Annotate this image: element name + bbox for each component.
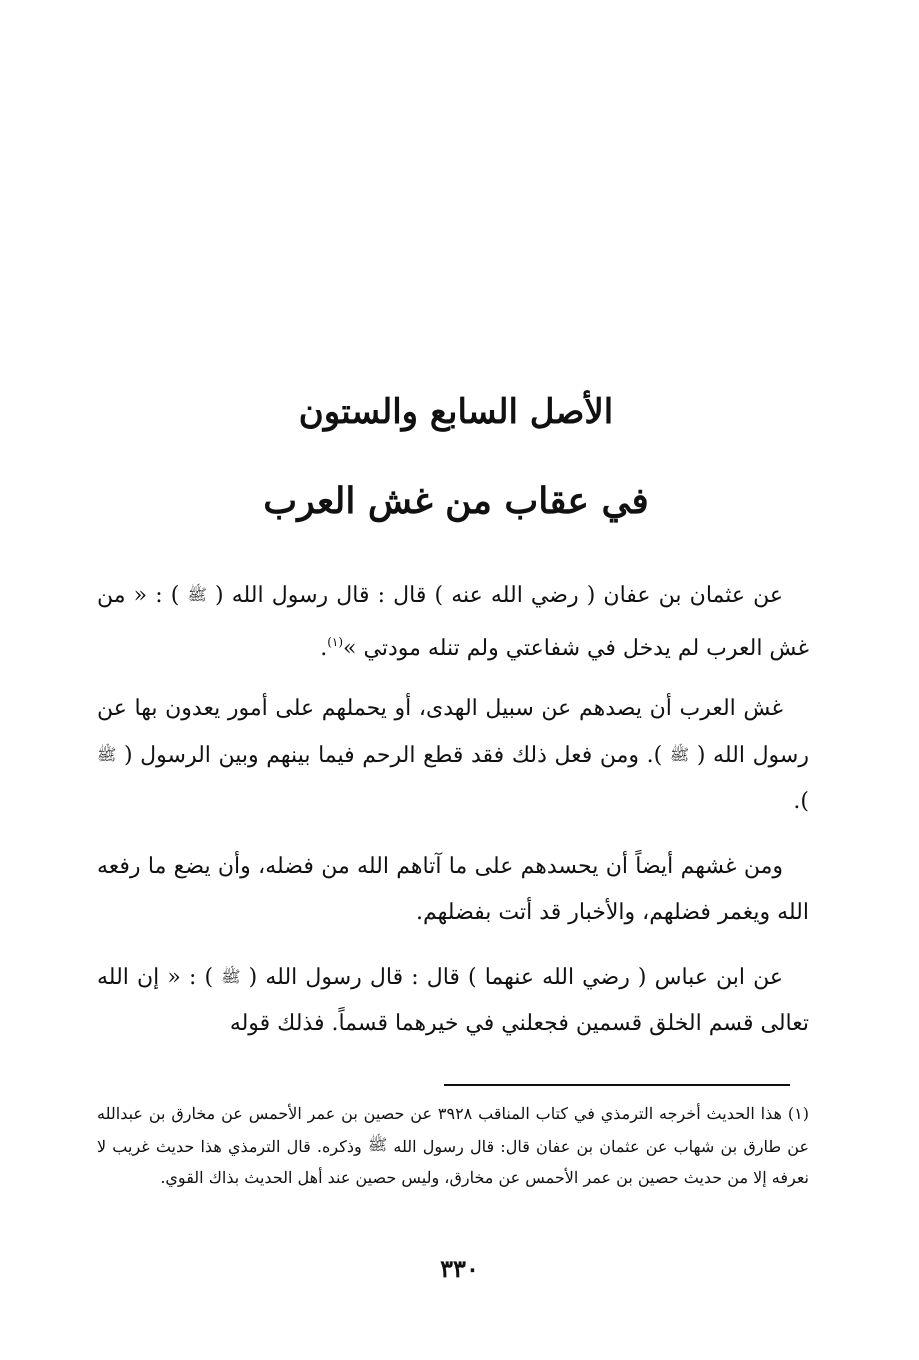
paragraph-1-end: . <box>320 636 328 661</box>
salutation-symbol: ﷺ <box>97 745 117 764</box>
salutation-symbol: ﷺ <box>187 585 207 604</box>
paragraph-2-part-b: ). ومن فعل ذلك فقد قطع الرحم فيما بينهم وبين الرسول ( <box>123 743 663 768</box>
paragraph-4 <box>97 954 809 1047</box>
salutation-symbol: ﷺ <box>367 1135 388 1154</box>
footnote-text-part-a: هذا الحديث أخرجه الترمذي في كتاب المناقب ٣٩٢٨ عن حصين بن عمر الأحمس عن مخارق بن عبدالله عن طارق بن شهاب عن عثمان بن عفان قال: قال رسول الله <box>97 1104 809 1156</box>
paragraph-1-intro: عن عثمان بن عفان ( رضي الله عنه ) قال : قال رسول الله ( <box>215 583 784 608</box>
footnote-text-part-b: وذكره. قال الترمذي هذا حديث غريب لا نعرفه إلا من حديث حصين بن عمر الأحمس عن مخارق، وليس حصين عند أهل الحديث بذاك القوي. <box>97 1137 809 1187</box>
chapter-subtitle: في عقاب من غش العرب <box>263 480 649 522</box>
page-number: ٣٣٠ <box>440 1254 479 1283</box>
chapter-title: الأصل السابع والستون <box>298 392 614 432</box>
hadith-quote-2: « إن الله تعالى قسم الخلق قسمين فجعلني في خيرهما قسماً. فذلك قوله <box>97 965 809 1036</box>
paragraph-1-colon: ) : <box>155 583 180 608</box>
paragraph-1 <box>97 572 809 672</box>
footnote-reference: (١) <box>327 635 344 649</box>
hadith-quote-1: « من غش العرب لم يدخل في شفاعتي ولم تنله مودتي » <box>97 583 809 661</box>
paragraph-2-part-a: غش العرب أن يصدهم عن سبيل الهدى، أو يحملهم على أمور يعدون بها عن رسول الله ( <box>97 696 809 768</box>
footnote <box>97 1098 809 1193</box>
salutation-symbol: ﷺ <box>669 745 690 764</box>
paragraph-3 <box>97 844 809 936</box>
paragraph-3-text: ومن غشهم أيضاً أن يحسدهم على ما آتاهم الله من فضله، وأن يضع ما رفعه الله ويغمر فضلهم، والأخبار قد أتت بفضلهم. <box>97 854 809 925</box>
salutation-symbol: ﷺ <box>221 967 241 986</box>
footnote-divider <box>444 1084 790 1086</box>
paragraph-4-intro: عن ابن عباس ( رضي الله عنهما ) قال : قال رسول الله ( <box>248 965 784 990</box>
paragraph-4-colon: ) : <box>188 965 214 990</box>
paragraph-2 <box>97 686 809 825</box>
paragraph-2-part-c: ). <box>793 789 809 814</box>
footnote-number: (١) <box>787 1104 809 1123</box>
